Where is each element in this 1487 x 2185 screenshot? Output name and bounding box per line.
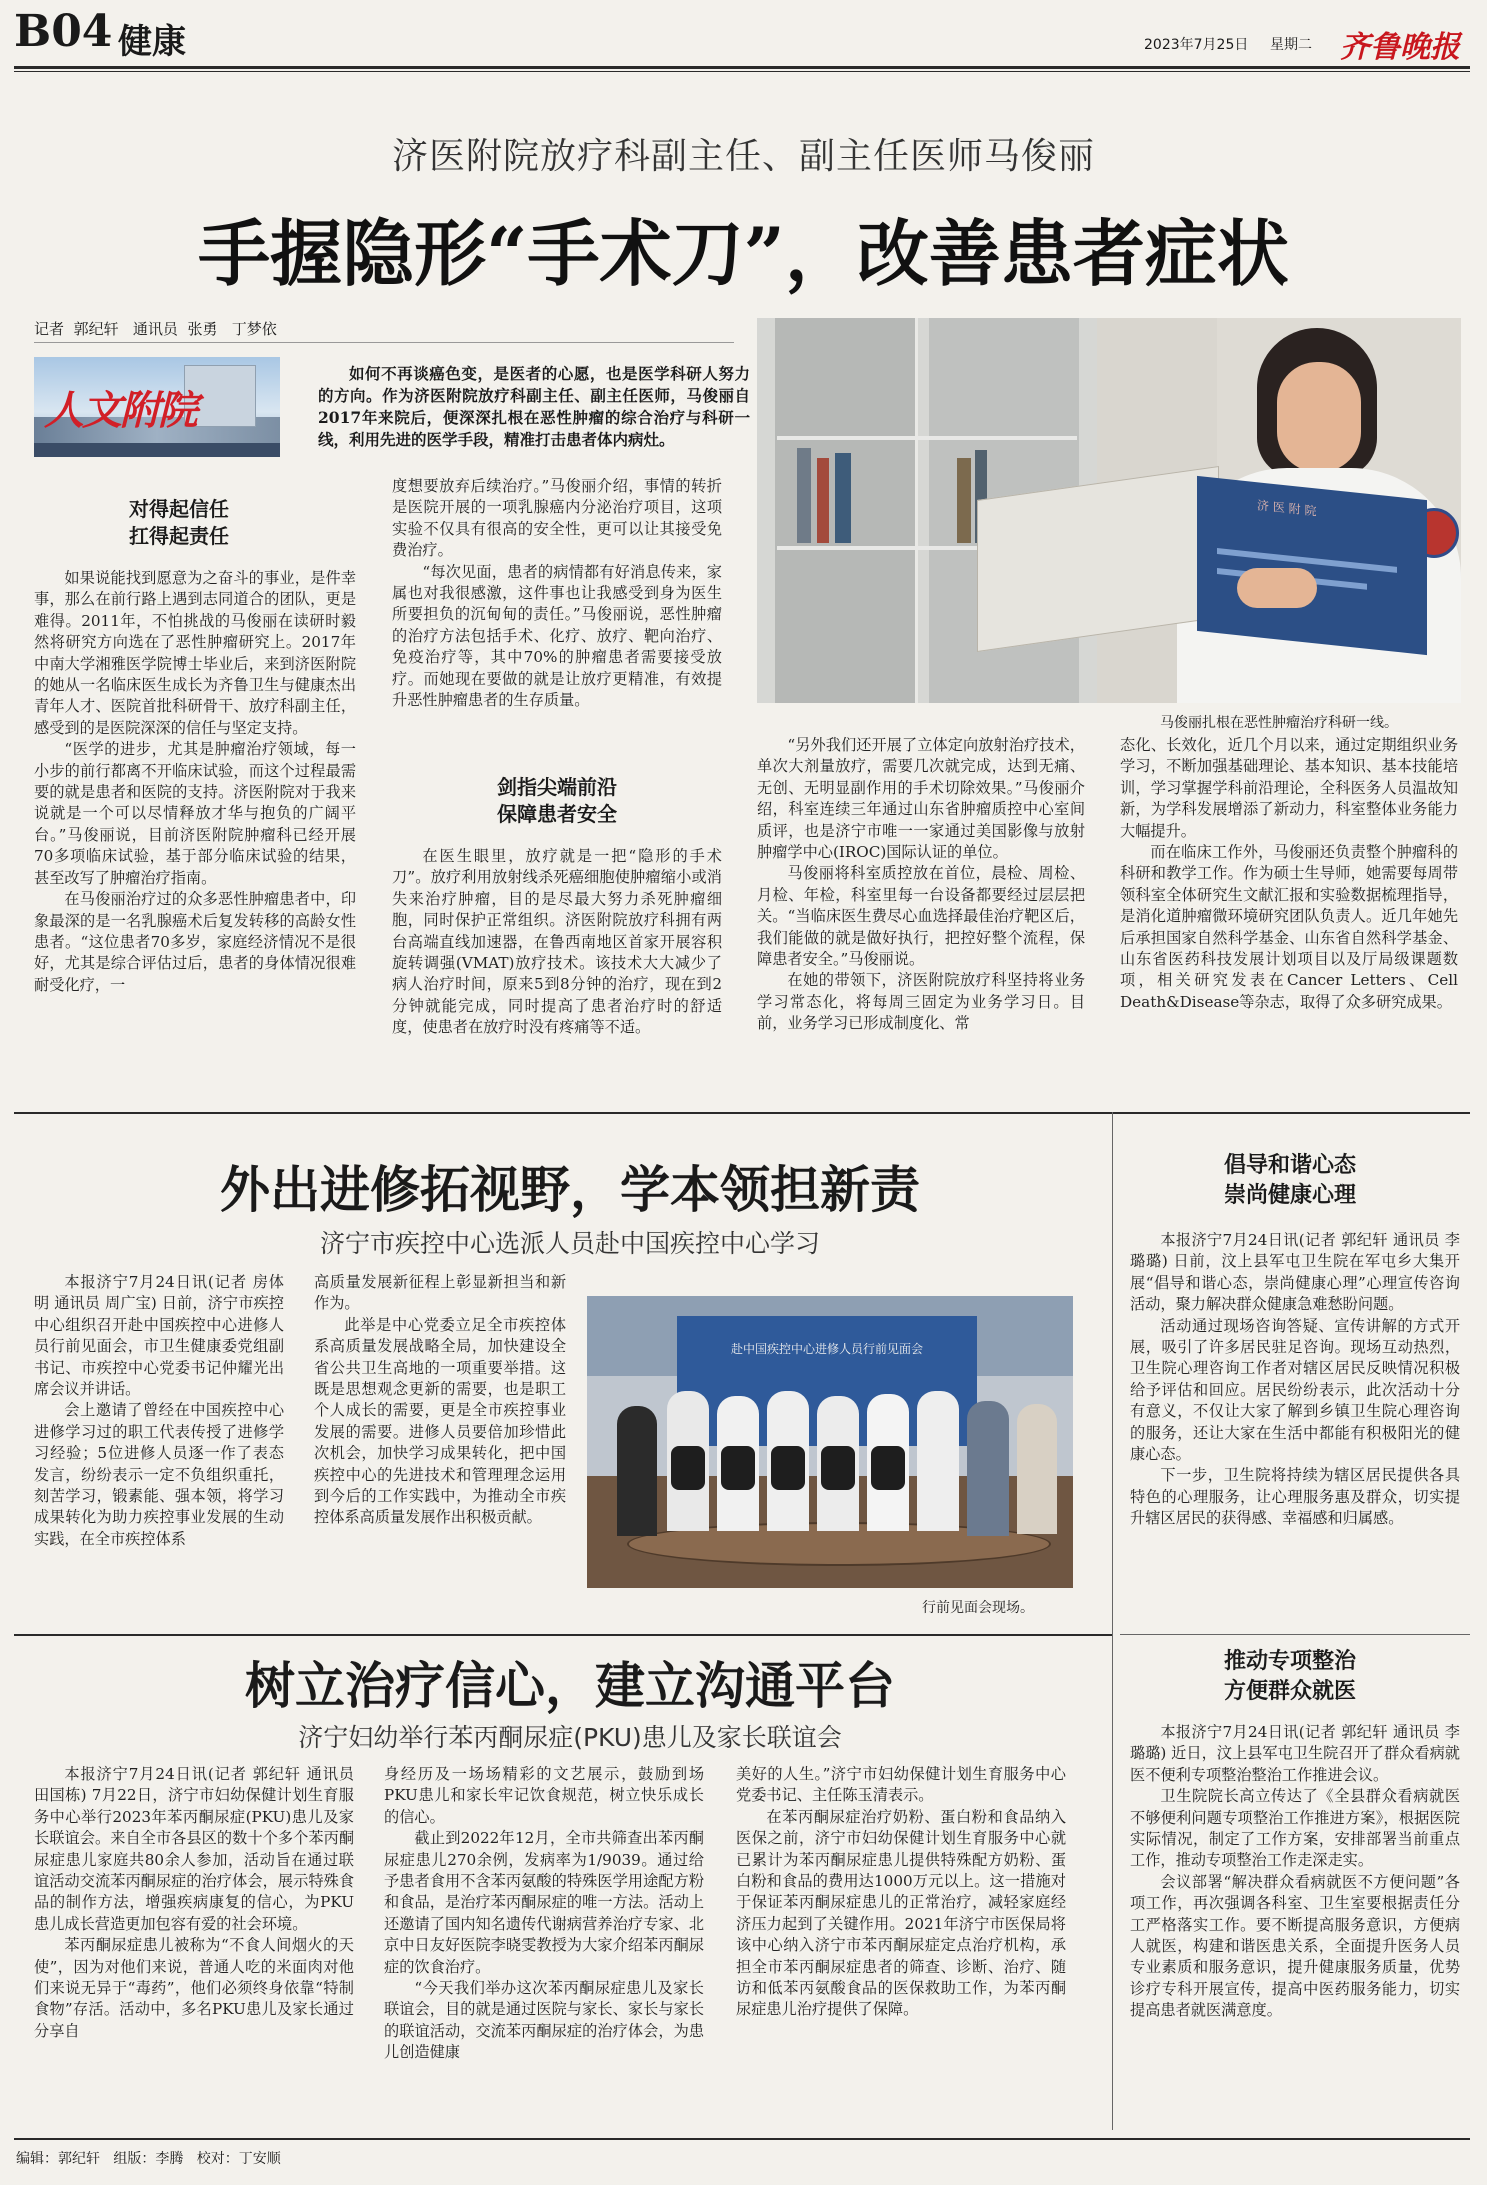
side1-body: 本报济宁7月24日讯(记者 郭纪轩 通讯员 李璐璐) 日前，汶上县军屯卫生院在军屯乡大集开展“倡导和谐心态，崇尚健康心理”心理宣传咨询活动，聚力解决群众健康急难愁盼问题。 活动通过现场咨询答疑、宣传讲解的方式开展，吸引了许多居民驻足咨询。现场互动热烈，卫生院心理咨询工作者对辖区居民反映情况积极给予评估和回应。居民纷纷表示，此次活动十分有意义，不仅让大家了解到乡镇卫生院心理咨询的服务，还让大家在生活中都能有积极阳光的健康心态。 下一步，卫生院将持续为辖区居民提供各具特色的心理服务，让心理服务惠及群众，切实提升辖区居民的获得感、幸福感和归属感。 bbox=[1130, 1231, 1460, 1528]
meeting-photo bbox=[587, 1296, 1073, 1588]
article3-col2: 身经历及一场场精彩的文艺展示，鼓励到场PKU患儿和家长牢记饮食规范，树立快乐成长的信心。 截止到2022年12月，全市共筛查出苯丙酮尿症患儿270余例，发病率为1/9039。通过给予患者食用不含苯丙氨酸的特殊医学用途配方粉和食品，是治疗苯丙酮尿症的唯一方法。活动上还邀请了国内知名遗传代谢病营养治疗专家、北京中日友好医院李晓雯教授为大家介绍苯丙酮尿症的饮食治疗。 “今天我们举办这次苯丙酮尿症患儿及家长联谊会，目的就是通过医院与家长、家长与家长的联谊活动，交流苯丙酮尿症的治疗体会，为患儿创造健康 bbox=[384, 1765, 704, 2062]
footer-credits: 编辑：郭纪轩 组版：李腾 校对：丁安顺 bbox=[16, 2151, 281, 2167]
doctor-photo-caption: 马俊丽扎根在恶性肿瘤治疗科研一线。 bbox=[1160, 715, 1398, 731]
logo-text: 人文附院 bbox=[44, 387, 196, 434]
meeting-photo-caption: 行前见面会现场。 bbox=[922, 1600, 1034, 1616]
article1-col2a: 度想要放弃后续治疗。”马俊丽介绍，事情的转折是医院开展的一项乳腺癌内分泌治疗项目，这项实验不仅具有很高的安全性，更可以让其接受免费治疗。 “每次见面，患者的病情都有好消息传来，家属也对我很感激，这件事也让我感受到身为医生所要担负的沉甸甸的责任。”马俊丽说，恶性肿瘤的治疗方法包括手术、化疗、放疗、靶向治疗、免疫治疗等，其中70%的肿瘤患者需要接受放疗。而她现在要做的就是让放疗更精准，有效提升恶性肿瘤患者的生存质量。 bbox=[392, 477, 722, 710]
article1-kicker: 济医附院放疗科副主任、副主任医师马俊丽 bbox=[391, 136, 1095, 177]
article1-headline: 手握隐形“手术刀”，改善患者症状 bbox=[198, 211, 1289, 296]
side2-body: 本报济宁7月24日讯(记者 郭纪轩 通讯员 李璐璐) 近日，汶上县军屯卫生院召开了群众看病就医不便利专项整治整治工作推进会议。 卫生院院长高立传达了《全县群众看病就医不够便利问题专项整治工作推进方案》，根据医院实际情况，制定了工作方案，安排部署当前重点工作，推动专项整治工作走深走实。 会议部署“解决群众看病就医不方便问题”各项工作，再次强调各科室、卫生室要根据责任分工严格落实工作。要不断提高服务意识，方便病人就医，构建和谐医患关系，全面提升医务人员专业素质和服务意识，提升健康服务质量，优势诊疗专科开展宣传，提高中医药服务能力，切实提高患者就医满意度。 bbox=[1130, 1723, 1460, 2020]
masthead-rule bbox=[14, 66, 1470, 69]
article1-col2b: 在医生眼里，放疗就是一把“隐形的手术刀”。放疗利用放射线杀死癌细胞使肿瘤缩小或消失来治疗肿瘤，目的是尽最大努力杀死肿瘤细胞，同时保护正常组织。济医附院放疗科拥有两台高端直线加速器，在鲁西南地区首家开展容积旋转调强(VMAT)放疗技术。该技术大大减少了病人治疗时间，原来5到8分钟的治疗，现在到2分钟就能完成，同时提高了患者治疗时的舒适度，使患者在放疗时没有疼痛等不适。 bbox=[392, 847, 722, 1037]
article1-subhead2: 剑指尖端前沿 保障患者安全 bbox=[497, 775, 617, 826]
article3-col3: 美好的人生。”济宁市妇幼保健计划生育服务中心党委书记、主任陈玉清表示。 在苯丙酮尿症治疗奶粉、蛋白粉和食品纳入医保之前，济宁市妇幼保健计划生育服务中心就已累计为苯丙酮尿症患儿提供特殊配方奶粉、蛋白粉和食品的费用达1000万元以上。这一措施对于保证苯丙酮尿症患儿的正常治疗，减轻家庭经济压力起到了关键作用。2021年济宁市医保局将该中心纳入济宁市苯丙酮尿症定点治疗机构，承担全市苯丙酮尿症患者的筛查、诊断、治疗、随访和低苯丙氨酸食品的医保救助工作，为苯丙酮尿症患儿治疗提供了保障。 bbox=[736, 1765, 1066, 2019]
article2-col2: 高质量发展新征程上彰显新担当和新作为。 此举是中心党委立足全市疾控体系高质量发展战略全局，加快建设全省公共卫生高地的一项重要举措。这既是思想观念更新的需要，也是职工个人成长的需要，更是全市疾控事业发展的需要。进修人员要倍加珍惜此次机会，加快学习成果转化，把中国疾控中心的先进技术和管理理念运用到今后的工作实践中，为推动全市疾控体系高质量发展作出积极贡献。 bbox=[314, 1273, 566, 1527]
article2-col1: 本报济宁7月24日讯(记者 房体明 通讯员 周广宝) 日前，济宁市疾控中心组织召开赴中国疾控中心进修人员行前见面会，市卫生健康委党组副书记、市疾控中心党委书记仲耀光出席会议并讲话。 会上邀请了曾经在中国疾控中心进修学习过的职工代表传授了进修学习经验；5位进修人员逐一作了表态发言，纷纷表示一定不负组织重托，刻苦学习，锻素能、强本领，将学习成果转化为助力疾控事业发展的生动实践，在全市疾控体系 bbox=[34, 1273, 284, 1548]
meeting-banner-text: 赴中国疾控中心进修人员行前见面会 bbox=[730, 1342, 923, 1356]
article1-lead: 如何不再谈癌色变，是医者的心愿，也是医学科研人努力的方向。作为济医附院放疗科副主任、副主任医师，马俊丽自2017年来院后，便深深扎根在恶性肿瘤的综合治疗与科研一线，利用先进的医学手段，精准打击患者体内病灶。 bbox=[318, 364, 750, 449]
article1-col4: 态化、长效化，近几个月以来，通过定期组织业务学习，不断加强基础理论、基本知识、基本技能培训，学习掌握学科前沿理论，全科医务人员温故知新，为学科发展增添了新动力，科室整体业务能力大幅提升。 而在临床工作外，马俊丽还负责整个肿瘤科的科研和教学工作。作为硕士生导师，她需要每周带领科室全体研究生文献汇报和实验数据梳理指导，是消化道肿瘤微环境研究团队负责人。近几年她先后承担国家自然科学基金、山东省自然科学基金、山东省医药科技发展计划项目以及厅局级课题数项，相关研究发表在Cancer Letters、Cell Death&Disease等杂志，取得了众多研究成果。 bbox=[1120, 736, 1458, 1011]
paper-logo: 齐鲁晚报 bbox=[1340, 30, 1460, 65]
article1-byline: 记者 郭纪轩 通讯员 张勇 丁梦依 bbox=[34, 320, 277, 338]
side1-headline: 倡导和谐心态 崇尚健康心理 bbox=[1223, 1152, 1356, 1208]
article3-headline: 树立治疗信心，建立沟通平台 bbox=[245, 1656, 895, 1715]
article2-subtitle: 济宁市疾控中心选派人员赴中国疾控中心学习 bbox=[319, 1229, 820, 1258]
article1-col3: “另外我们还开展了立体定向放射治疗技术，单次大剂量放疗，需要几次就完成，达到无痛、无创、无明显副作用的手术切除效果。”马俊丽介绍，科室连续三年通过山东省肿瘤质控中心室间质评，也是济宁市唯一一家通过美国影像与放射肿瘤学中心(IROC)国际认证的单位。 马俊丽将科室质控放在首位，晨检、周检、月检、年检，科室里每一台设备都要经过层层把关。“当临床医生费尽心血选择最佳治疗靶区后，我们能做的就是做好执行，把控好整个流程，保障患者安全。”马俊丽说。 在她的带领下，济医附院放疗科坚持将业务学习常态化，将每周三固定为业务学习日。目前，业务学习已形成制度化、常 bbox=[757, 736, 1085, 1033]
article2-headline: 外出进修拓视野，学本领担新责 bbox=[220, 1160, 920, 1219]
page-code: B04 bbox=[14, 6, 113, 57]
article3-col1: 本报济宁7月24日讯(记者 郭纪轩 通讯员 田国栋) 7月22日，济宁市妇幼保健计划生育服务中心举行2023年苯丙酮尿症(PKU)患儿及家长联谊会。来自全市各县区的数十个多个苯丙酮尿症患儿家庭共80余人参加，活动旨在通过联谊活动交流苯丙酮尿症的治疗体会，展示特殊食品的制作方法，增强疾病康复的信心，为PKU患儿成长营造更加包容有爱的社会环境。 苯丙酮尿症患儿被称为“不食人间烟火的天使”，因为对他们来说，普通人吃的米面肉对他们来说无异于“毒药”，他们必须终身依靠“特制食物”存活。活动中，多名PKU患儿及家长通过分享自 bbox=[34, 1765, 354, 2040]
doctor-photo bbox=[757, 318, 1461, 703]
article1-col1: 如果说能找到愿意为之奋斗的事业，是件幸事，那么在前行路上遇到志同道合的团队，更是难得。2011年，不怕挑战的马俊丽在读研时毅然将研究方向选在了恶性肿瘤研究上。2017年中南大学湘雅医学院博士毕业后，来到济医附院的她从一名临床医生成长为齐鲁卫生与健康杰出青年人才、医院首批科研骨干、放疗科副主任，感受到的是医院深深的信任与坚定支持。 “医学的进步，尤其是肿瘤治疗领域，每一小步的前行都离不开临床试验，而这个过程最需要的就是患者和医院的支持。济医附院对于我来说就是一个可以尽情释放才华与抱负的广阔平台。”马俊丽说，目前济医附院肿瘤科已经开展70多项临床试验，基于部分临床试验的结果，甚至改写了肿瘤治疗指南。 在马俊丽治疗过的众多恶性肿瘤患者中，印象最深的是一名乳腺癌术后复发转移的高龄女性患者。“这位患者70多岁，家庭经济情况不是很好，尤其是综合评估过后，患者的身体情况很难耐受化疗，一 bbox=[34, 569, 356, 994]
hospital-column-logo bbox=[34, 357, 280, 457]
book-cover-text: 济 医 附 院 bbox=[1257, 498, 1317, 519]
issue-weekday: 星期二 bbox=[1270, 37, 1312, 53]
article1-subhead1: 对得起信任 扛得起责任 bbox=[129, 497, 229, 548]
section-name: 健康 bbox=[118, 22, 186, 62]
article3-subtitle: 济宁妇幼举行苯丙酮尿症(PKU)患儿及家长联谊会 bbox=[298, 1723, 842, 1752]
issue-date: 2023年7月25日 bbox=[1144, 37, 1249, 53]
side2-headline: 推动专项整治 方便群众就医 bbox=[1223, 1648, 1356, 1704]
